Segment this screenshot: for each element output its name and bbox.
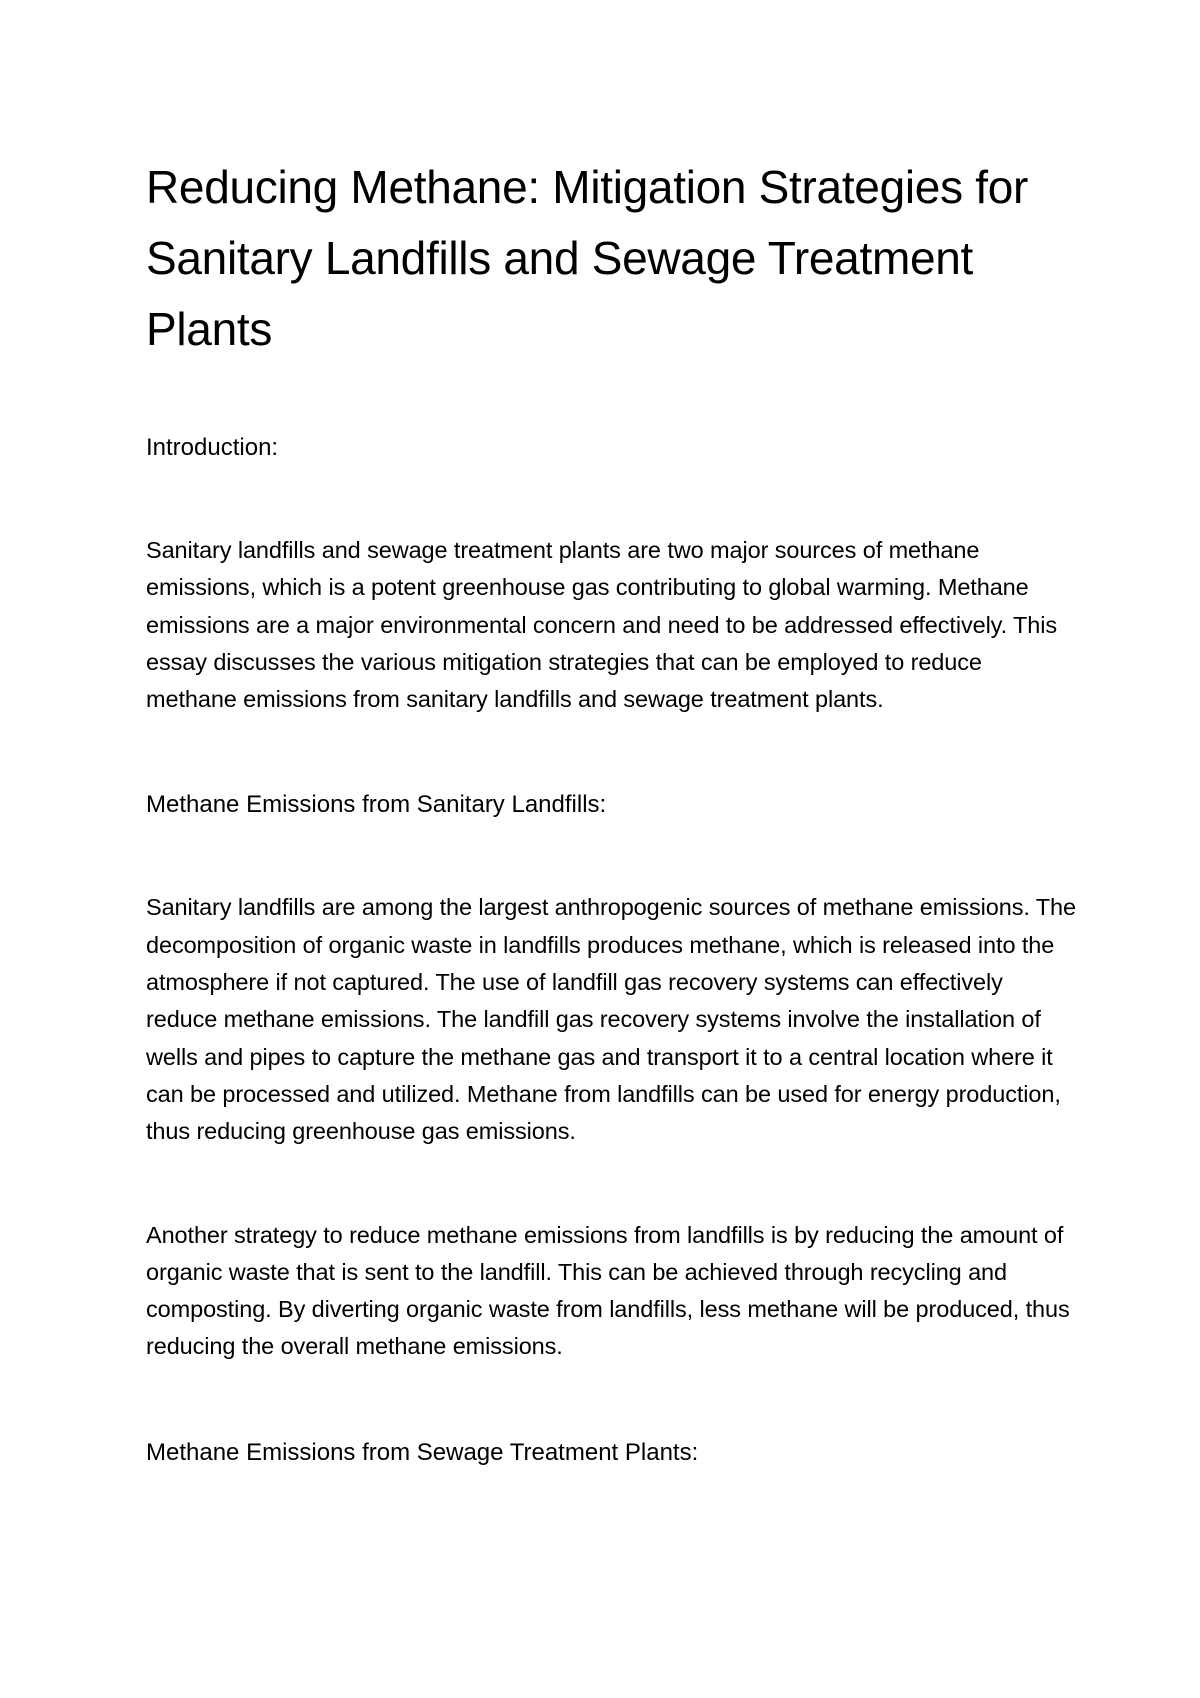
landfills-paragraph-2: Another strategy to reduce methane emissions from landfills is by reducing the amount of organic waste that is sent to the landfill. This can be achieved through recycling and composting. By diverting organic waste from landfills, less methane will be produced, thus reducing the overall methane emissions. <box>146 1221 1070 1360</box>
sewage-section-heading: Methane Emissions from Sewage Treatment Plants: <box>146 1438 699 1466</box>
introduction-paragraph: Sanitary landfills and sewage treatment plants are two major sources of methane emissions, which is a potent greenhouse gas contributing to global warming. Methane emissions are a major environmental concern and need to be addressed effectively. This essay discusses the various mitigation strategies that can be employed to reduce methane emissions from sanitary landfills and sewage treatment plants. <box>146 537 1058 713</box>
landfills-section-heading: Methane Emissions from Sanitary Landfills: <box>146 791 607 819</box>
introduction-label: Introduction: <box>146 434 279 461</box>
landfills-paragraph-1: Sanitary landfills are among the largest anthropogenic sources of methane emissions. The decomposition of organic waste in landfills produces methane, which is released into the atmosphere if not captured. The use of landfill gas recovery systems can effectively reduce methane emissions. The landfill gas recovery systems involve the installation of wells and pipes to capture the methane gas and transport it to a central location where it can be processed and utilized. Methane from landfills can be used for energy production, thus reducing greenhouse gas emissions. <box>146 894 1076 1145</box>
document-title: Reducing Methane: Mitigation Strategies for Sanitary Landfills and Sewage Treatment Plants <box>146 161 1029 355</box>
document-body <box>146 152 1076 1471</box>
